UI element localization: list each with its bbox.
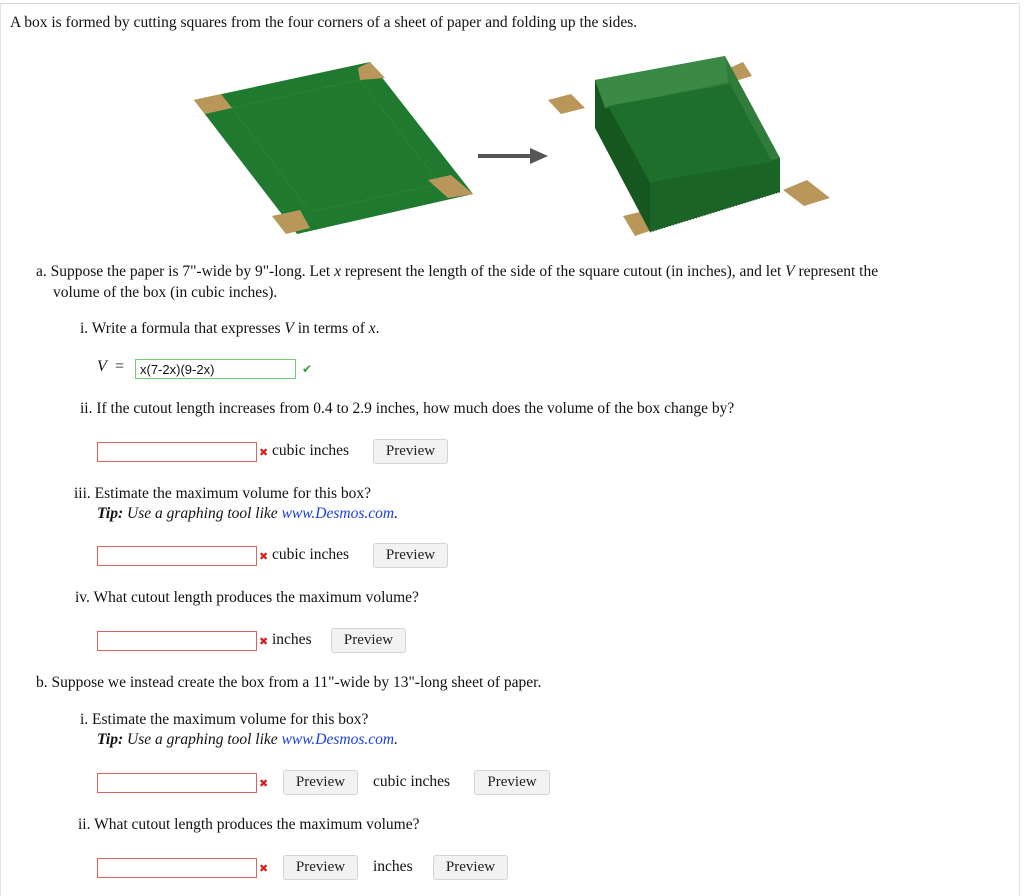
b-max-cutout-input[interactable] bbox=[97, 858, 257, 878]
unit-label: cubic inches bbox=[272, 546, 350, 563]
box-folding-illustration bbox=[180, 52, 840, 247]
part-a-q4-text: iv. What cutout length produces the maximum volume? bbox=[75, 589, 419, 606]
part-a-prompt-line2: volume of the box (in cubic inches). bbox=[53, 284, 278, 301]
corner-cutout bbox=[783, 180, 830, 206]
preview-button[interactable]: Preview bbox=[283, 770, 358, 795]
volume-change-input[interactable] bbox=[97, 442, 257, 462]
right-border bbox=[1019, 3, 1020, 896]
unit-label: inches bbox=[373, 858, 413, 875]
formula-V-label: V bbox=[97, 358, 107, 375]
preview-button[interactable]: Preview bbox=[373, 543, 448, 568]
left-border bbox=[0, 3, 1, 896]
preview-button[interactable]: Preview bbox=[283, 855, 358, 880]
formula-equals: = bbox=[115, 358, 125, 375]
part-a-q1-text: i. Write a formula that expresses V in terms of x. bbox=[80, 320, 380, 337]
desmos-link[interactable]: www.Desmos.com bbox=[281, 731, 395, 748]
correct-check-icon: ✔ bbox=[302, 362, 313, 376]
corner-cutout bbox=[548, 94, 585, 114]
problem-intro: A box is formed by cutting squares from the four corners of a sheet of paper and folding up the sides. bbox=[10, 14, 638, 31]
desmos-tip: Tip: Use a graphing tool like www.Desmos.com. bbox=[97, 505, 398, 522]
desmos-link[interactable]: www.Desmos.com bbox=[281, 505, 395, 522]
error-x-icon: ✖ bbox=[259, 550, 269, 563]
part-b-q2-text: ii. What cutout length produces the maximum volume? bbox=[78, 816, 420, 833]
preview-button[interactable]: Preview bbox=[433, 855, 508, 880]
max-volume-input[interactable] bbox=[97, 546, 257, 566]
flat-paper-sheet bbox=[194, 62, 473, 234]
preview-button[interactable]: Preview bbox=[331, 628, 406, 653]
folded-box bbox=[548, 56, 830, 236]
part-a-q2-text: ii. If the cutout length increases from 0.4 to 2.9 inches, how much does the volume of the box change by? bbox=[80, 400, 735, 417]
formula-answer-input[interactable] bbox=[135, 359, 296, 379]
preview-button[interactable]: Preview bbox=[373, 439, 448, 464]
part-a-q3-text: iii. Estimate the maximum volume for this box? bbox=[74, 485, 372, 502]
b-max-volume-input[interactable] bbox=[97, 773, 257, 793]
error-x-icon: ✖ bbox=[259, 446, 269, 459]
error-x-icon: ✖ bbox=[259, 635, 269, 648]
max-cutout-input[interactable] bbox=[97, 631, 257, 651]
part-b-prompt: b. Suppose we instead create the box from a 11"-wide by 13"-long sheet of paper. bbox=[36, 674, 542, 691]
part-b-q1-text: i. Estimate the maximum volume for this box? bbox=[80, 711, 369, 728]
error-x-icon: ✖ bbox=[259, 777, 269, 790]
unit-label: cubic inches bbox=[272, 442, 350, 459]
top-border bbox=[0, 3, 1020, 4]
error-x-icon: ✖ bbox=[259, 862, 269, 875]
preview-button[interactable]: Preview bbox=[474, 770, 550, 795]
desmos-tip: Tip: Use a graphing tool like www.Desmos.com. bbox=[97, 731, 398, 748]
unit-label: inches bbox=[272, 631, 312, 648]
arrow-icon bbox=[478, 148, 548, 164]
part-a-prompt: a. Suppose the paper is 7"-wide by 9"-long. Let x represent the length of the side of the square cutout (in inches), and let V represent the bbox=[36, 263, 879, 280]
unit-label: cubic inches bbox=[373, 773, 451, 790]
